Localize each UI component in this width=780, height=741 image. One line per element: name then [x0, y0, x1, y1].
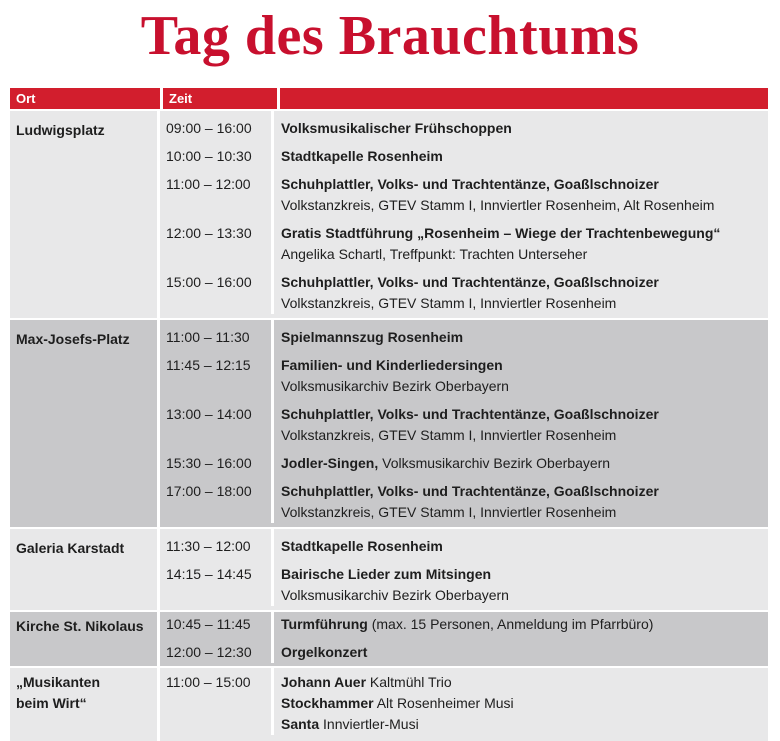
table-row: [160, 612, 768, 635]
event-detail: Volksmusikarchiv Bezirk Oberbayern: [378, 455, 611, 471]
event-detail: Volksmusikarchiv Bezirk Oberbayern: [281, 378, 509, 394]
event-title: Gratis Stadtführung „Rosenheim – Wiege der Trachtenbewegung“: [281, 225, 721, 241]
group-max-josefs-platz: [10, 320, 768, 527]
zeit-cell: 10:45 – 11:45: [160, 612, 274, 635]
ort-label: Ludwigsplatz: [10, 111, 160, 318]
table-row: [160, 111, 768, 139]
event-title: Volksmusikalischer Frühschoppen: [281, 120, 512, 136]
table-row: [160, 557, 768, 610]
band-detail: Innviertler-Musi: [319, 716, 419, 732]
event-title: Stadtkapelle Rosenheim: [281, 538, 443, 554]
zeit-cell: 11:00 – 11:30: [160, 320, 274, 348]
band-detail: Alt Rosenheimer Musi: [373, 695, 514, 711]
event-detail: Volksmusikarchiv Bezirk Oberbayern: [281, 587, 509, 603]
group-ludwigsplatz: [10, 111, 768, 318]
ort-label: [10, 668, 160, 741]
zeit-cell: 11:45 – 12:15: [160, 348, 274, 397]
group-musikanten-beim-wirt: [10, 668, 768, 741]
event-detail: Volkstanzkreis, GTEV Stamm I, Innviertler Rosenheim: [281, 504, 617, 520]
table-row: [160, 216, 768, 265]
ort-line: „Musikanten: [16, 674, 101, 690]
event-title: Schuhplattler, Volks- und Trachtentänze, Goaßlschnoizer: [281, 176, 659, 192]
schedule-table: [10, 88, 768, 741]
event-detail: Volkstanzkreis, GTEV Stamm I, Innviertler Rosenheim: [281, 295, 617, 311]
event-title: Jodler-Singen,: [281, 455, 379, 471]
table-row: [160, 474, 768, 527]
ort-line: beim Wirt“: [16, 695, 87, 711]
zeit-cell: 17:00 – 18:00: [160, 474, 274, 523]
zeit-cell: 12:00 – 13:30: [160, 216, 274, 265]
table-row: [160, 446, 768, 474]
zeit-cell: 09:00 – 16:00: [160, 111, 274, 139]
table-row: [160, 167, 768, 216]
event-title: Spielmannszug Rosenheim: [281, 329, 464, 345]
zeit-cell: 12:00 – 12:30: [160, 635, 274, 663]
event-detail: Angelika Schartl, Treffpunkt: Trachten Unterseher: [281, 246, 588, 262]
page-title: Tag des Brauchtums: [140, 5, 640, 67]
header-ort: Ort: [10, 88, 163, 109]
zeit-cell: 11:30 – 12:00: [160, 529, 274, 557]
zeit-cell: 15:30 – 16:00: [160, 446, 274, 474]
zeit-cell: 11:00 – 12:00: [160, 167, 274, 216]
event-title: Schuhplattler, Volks- und Trachtentänze, Goaßlschnoizer: [281, 483, 659, 499]
table-header: [10, 88, 768, 109]
table-row: [160, 265, 768, 318]
zeit-cell: 15:00 – 16:00: [160, 265, 274, 314]
zeit-cell: 11:00 – 15:00: [160, 668, 274, 735]
event-title: Orgelkonzert: [281, 644, 368, 660]
band-detail: Kaltmühl Trio: [366, 674, 452, 690]
zeit-cell: 10:00 – 10:30: [160, 139, 274, 167]
table-row: [160, 668, 768, 741]
table-row: [160, 348, 768, 397]
band-name: Stockhammer: [281, 695, 374, 711]
band-name: Johann Auer: [281, 674, 367, 690]
table-row: [160, 529, 768, 557]
event-detail: Volkstanzkreis, GTEV Stamm I, Innviertler Rosenheim, Alt Rosenheim: [281, 197, 715, 213]
table-row: [160, 139, 768, 167]
event-title: Stadtkapelle Rosenheim: [281, 148, 443, 164]
event-title: Turmführung: [281, 616, 368, 632]
zeit-cell: 13:00 – 14:00: [160, 397, 274, 446]
event-detail: Volkstanzkreis, GTEV Stamm I, Innviertler Rosenheim: [281, 427, 617, 443]
ort-label: Galeria Karstadt: [10, 529, 160, 610]
table-row: [160, 397, 768, 446]
ort-label: Kirche St. Nikolaus: [10, 612, 160, 666]
table-row: [160, 635, 768, 666]
header-event: [280, 88, 768, 109]
table-row: [160, 320, 768, 348]
event-detail: (max. 15 Personen, Anmeldung im Pfarrbüro): [367, 616, 654, 632]
ort-label: Max-Josefs-Platz: [10, 320, 160, 527]
header-zeit: Zeit: [163, 88, 280, 109]
event-title: Schuhplattler, Volks- und Trachtentänze, Goaßlschnoizer: [281, 274, 659, 290]
band-name: Santa: [281, 716, 320, 732]
group-galeria-karstadt: [10, 529, 768, 610]
event-title: Bairische Lieder zum Mitsingen: [281, 566, 492, 582]
group-kirche-st-nikolaus: [10, 612, 768, 666]
event-title: Schuhplattler, Volks- und Trachtentänze, Goaßlschnoizer: [281, 406, 659, 422]
zeit-cell: 14:15 – 14:45: [160, 557, 274, 606]
event-title: Familien- und Kinderliedersingen: [281, 357, 503, 373]
